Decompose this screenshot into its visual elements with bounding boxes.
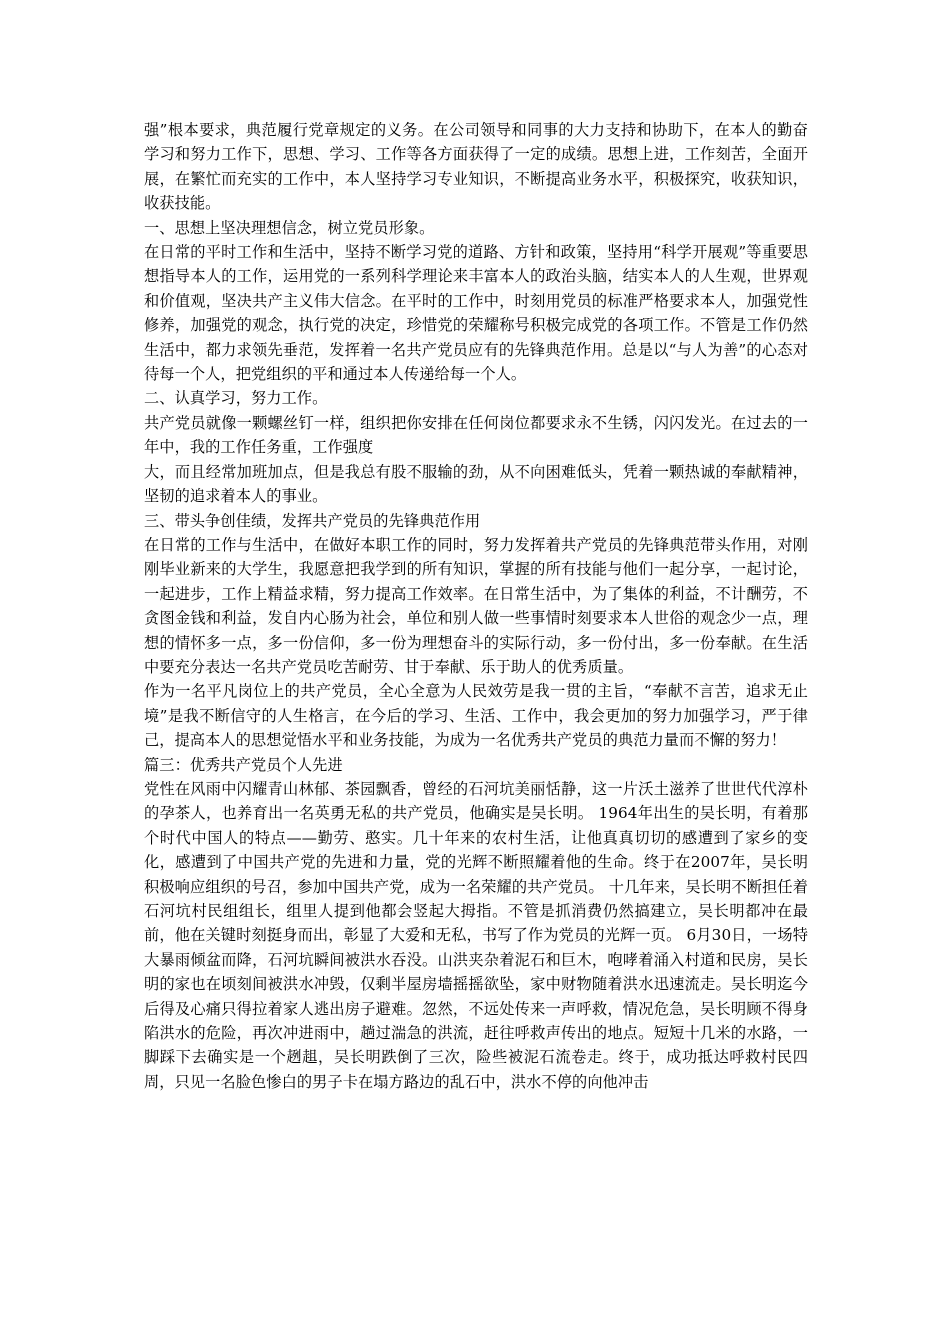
heading-section-three: 三、带头争创佳绩，发挥共产党员的先锋典范作用 <box>144 511 481 530</box>
heading-part-three: 篇三：优秀共产党员个人先进 <box>144 755 343 774</box>
paragraph-section-two-part-a: 共产党员就像一颗螺丝钉一样，组织把你安排在任何岗位都要求永不生锈，闪闪发光。在过去的一年中，我的工作任务重，工作强度 <box>144 413 808 457</box>
paragraph-section-one: 在日常的平时工作和生活中，坚持不断学习党的道路、方针和政策，坚持用“科学开展观”等重要思想指导本人的工作，运用党的一系列科学理论来丰富本人的政治头脑，结实本人的人生观，世界观和价值观，坚决共产主义伟大信念。在平时的工作中，时刻用党员的标准严格要求本人，加强党性修养，加强党的观念，执行党的决定，珍惜党的荣耀称号积极完成党的各项工作。不管是工作仍然生活中，都力求领先垂范，发挥着一名共产党员应有的先锋典范作用。总是以“与人为善”的心态对待每一个人，把党组织的平和通过本人传递给每一个人。 <box>144 243 808 384</box>
heading-section-two: 二、认真学习，努力工作。 <box>144 389 328 408</box>
document-body <box>144 118 808 1094</box>
paragraph-section-two-part-b: 大，而且经常加班加点，但是我总有股不服输的劲，从不向困难低头，凭着一颗热诚的奉献精神，坚韧的追求着本人的事业。 <box>144 462 808 506</box>
paragraph-intro-continuation: 强”根本要求，典范履行党章规定的义务。在公司领导和同事的大力支持和协助下，在本人的勤奋学习和努力工作下，思想、学习、工作等各方面获得了一定的成绩。思想上进，工作刻苦，全面开展，在繁忙而充实的工作中，本人坚持学习专业知识，不断提高业务水平，积极探究，收获知识，收获技能。 <box>144 121 808 213</box>
paragraph-closing: 作为一名平凡岗位上的共产党员，全心全意为人民效劳是我一贯的主旨，“奉献不言苦，追求无止境”是我不断信守的人生格言，在今后的学习、生活、工作中，我会更加的努力加强学习，严于律己，提高本人的思想觉悟水平和业务技能，为成为一名优秀共产党员的典范力量而不懈的努力！ <box>144 682 808 750</box>
heading-section-one: 一、思想上坚决理想信念，树立党员形象。 <box>144 218 435 237</box>
paragraph-part-three-story: 党性在风雨中闪耀青山林郁、茶园飘香，曾经的石河坑美丽恬静，这一片沃土滋养了世世代代淳朴的孕茶人，也养育出一名英勇无私的共产党员，他确实是吴长明。 1964年出生的吴长明，有着那个时代中国人的特点——勤劳、憨实。几十年来的农村生活，让他真真切切的感遭到了家乡的变化，感遭到了中国共产党的先进和力量，党的光辉不断照耀着他的生命。终于在2007年，吴长明积极响应组织的号召，参加中国共产党，成为一名荣耀的共产党员。 十几年来，吴长明不断担任着石河坑村民组组长，组里人提到他都会竖起大拇指。不管是抓消费仍然搞建立，吴长明都冲在最前，他在关键时刻挺身而出，彰显了大爱和无私，书写了作为党员的光辉一页。 6月30日，一场特大暴雨倾盆而降，石河坑瞬间被洪水吞没。山洪夹杂着泥石和巨木，咆哮着涌入村道和民房，吴长明的家也在顷刻间被洪水冲毁，仅剩半屋房墙摇摇欲坠，家中财物随着洪水迅速流走。吴长明迄今后得及心痛只得拉着家人逃出房子避难。忽然，不远处传来一声呼救，情况危急，吴长明顾不得身陷洪水的危险，再次冲进雨中，趟过湍急的洪流，赶往呼救声传出的地点。短短十几米的水路，一脚踩下去确实是一个趔趄，吴长明跌倒了三次，险些被泥石流卷走。终于，成功抵达呼救村民四周，只见一名脸色惨白的男子卡在塌方路边的乱石中，洪水不停的向他冲击 <box>144 779 808 1091</box>
paragraph-section-three: 在日常的工作与生活中，在做好本职工作的同时，努力发挥着共产党员的先锋典范带头作用，对刚刚毕业新来的大学生，我愿意把我学到的所有知识，掌握的所有技能与他们一起分享，一起讨论，一起进步，工作上精益求精，努力提高工作效率。在日常生活中，为了集体的利益，不计酬劳，不贪图金钱和利益，发自内心肠为社会，单位和别人做一些事情时刻要求本人世俗的观念少一点，理想的情怀多一点，多一份信仰，多一份为理想奋斗的实际行动，多一份付出，多一份奉献。在生活中要充分表达一名共产党员吃苦耐劳、甘于奉献、乐于助人的优秀质量。 <box>144 535 808 676</box>
